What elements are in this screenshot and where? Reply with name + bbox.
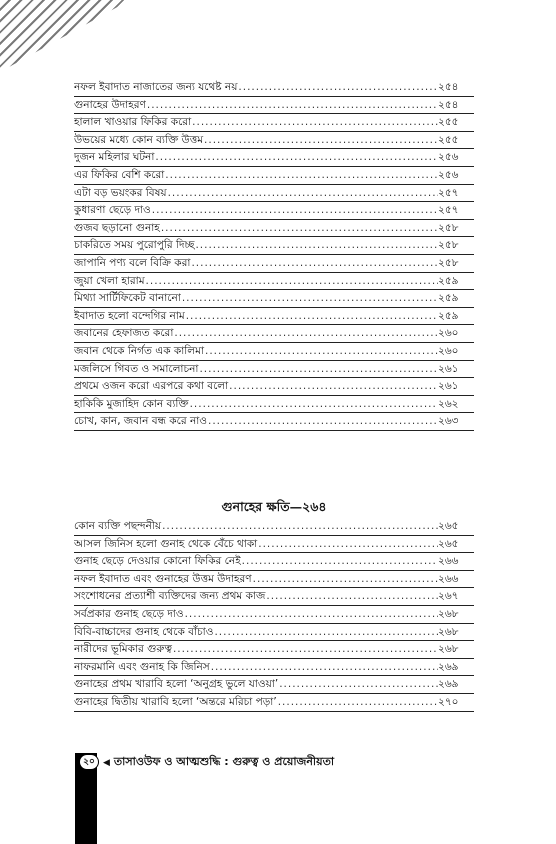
toc-entry-page: ২৬৭ [438, 590, 459, 603]
toc-entry-title: উভয়ের মধ্যে কোন ব্যক্তি উত্তম [74, 133, 204, 146]
toc-leader-dots [252, 571, 438, 588]
toc-entry-page: ২৬৮ [438, 607, 459, 620]
toc-entry [74, 413, 474, 431]
toc-leader-dots [145, 273, 438, 290]
toc-leader-dots [189, 396, 438, 413]
toc-leader-dots [203, 132, 438, 149]
toc-entry-page: ২৬০ [438, 344, 459, 357]
toc-entry [74, 308, 474, 326]
toc-entry-page: ২৬৬ [438, 572, 459, 585]
toc-entry [74, 343, 474, 361]
toc-leader-dots [210, 659, 438, 676]
toc-entry-page: ২৫৪ [438, 81, 459, 93]
toc-entry-title: এর ফিকির বেশি করো [74, 168, 165, 181]
toc-entry-title: হালাল খাওয়ার ফিকির করো [74, 116, 192, 129]
toc-entry [74, 641, 474, 659]
toc-leader-dots [172, 641, 438, 658]
toc-entry-title: সর্বপ্রকার গুনাহ ছেড়ে দাও [74, 607, 184, 620]
toc-leader-dots [154, 149, 438, 166]
toc-entry-page: ২৫৫ [438, 116, 459, 129]
toc-entry [74, 114, 474, 132]
toc-leader-dots [164, 167, 438, 184]
toc-leader-dots [265, 588, 438, 605]
toc-entry-page: ২৫৪ [438, 98, 459, 111]
toc-leader-dots [191, 114, 438, 131]
toc-entry [74, 676, 474, 694]
toc-entry-page: ২৬১ [438, 362, 459, 375]
toc-entry-page: ২৫৭ [438, 186, 459, 199]
running-title-text: তাসাওউফ ও আত্মশুদ্ধি : গুরুত্ব ও প্রয়োজনীয়তা [113, 755, 335, 768]
toc-entry-title: মিথ্যা সার্টিফিকেট বানানো [74, 292, 181, 305]
toc-entry [74, 536, 474, 554]
toc-entry [74, 79, 474, 97]
toc-leader-dots [185, 308, 438, 325]
toc-leader-dots [194, 237, 438, 254]
toc-leader-dots [161, 518, 438, 535]
toc-entry [74, 97, 474, 115]
toc-leader-dots [151, 202, 438, 219]
toc-entry-title: জুয়া খেলা হারাম [74, 274, 145, 287]
toc-leader-dots [237, 79, 438, 96]
toc-leader-dots [207, 413, 438, 430]
toc-entry [74, 220, 474, 238]
toc-entry [74, 518, 474, 536]
toc-entry-page: ২৬৬ [438, 555, 459, 568]
toc-entry-page: ২৭০ [438, 695, 459, 708]
toc-entry-title: বিবি-বাচ্চাদের গুনাহ থেকে বাঁচাও [74, 625, 214, 638]
toc-entry-title: চাকরিতে সময় পুরোপুরি দিচ্ছ [74, 239, 195, 252]
toc-entry [74, 255, 474, 273]
toc-entry-page: ২৬৩ [438, 415, 459, 428]
toc-entry [74, 273, 474, 291]
toc-entry-page: ২৬১ [438, 380, 459, 393]
toc-entry-title: এটা বড় ভয়ংকর বিষয় [74, 186, 167, 199]
toc-entry-title: সংশোধনের প্রত্যাশী ব্যক্তিদের জন্য প্রথম কাজ [74, 590, 266, 603]
toc-entry-page: ২৬০ [438, 327, 459, 340]
toc-entry-title: গুনাহের দ্বিতীয় খারাবি হলো ‘অন্তরে মরিচা পড়া’ [74, 695, 277, 708]
toc-entry-title: গুজব ছড়ানো গুনাহ [74, 221, 160, 234]
toc-entry-title: নারীদের ভূমিকার গুরুত্ব [74, 643, 172, 656]
toc-entry-page: ২৫৬ [438, 151, 459, 164]
toc-entry [74, 132, 474, 150]
toc-leader-dots [277, 694, 438, 711]
toc-entry [74, 588, 474, 606]
toc-entry-title: গুনাহের প্রথম খারাবি হলো ‘অনুগ্রহ ভুলে যাওয়া’ [74, 678, 279, 691]
toc-entry [74, 237, 474, 255]
toc-entry-title: কোন ব্যক্তি পছন্দনীয় [74, 520, 162, 532]
toc-entry [74, 571, 474, 589]
toc-entry-title: নফল ইবাদাত নাজাতের জন্য যথেষ্ট নয় [74, 81, 238, 93]
toc-leader-dots [173, 325, 438, 342]
toc-entry [74, 185, 474, 203]
toc-leader-dots [204, 343, 438, 360]
toc-entry [74, 396, 474, 414]
toc-entry-page: ২৬৯ [438, 678, 459, 691]
toc-leader-dots [190, 255, 438, 272]
toc-entry-title: নফল ইবাদাত এবং গুনাহের উত্তম উদাহরণ [74, 572, 252, 585]
toc-entry-page: ২৫৭ [438, 204, 459, 217]
toc-entry-page: ২৫৬ [438, 168, 459, 181]
toc-entry-title: হাকিকি মুজাহিদ কোন ব্যক্তি [74, 397, 189, 410]
toc-entry-page: ২৬৫ [438, 537, 459, 550]
toc-leader-dots [198, 361, 438, 378]
toc-entry-title: চোখ, কান, জবান বন্ধ করে নাও [74, 415, 207, 428]
toc-entry [74, 606, 474, 624]
toc-leader-dots [241, 553, 438, 570]
toc-entry [74, 167, 474, 185]
toc-entry [74, 694, 474, 712]
toc-entry-page: ২৬২ [438, 397, 459, 410]
toc-entry [74, 553, 474, 571]
toc-leader-dots [181, 290, 438, 307]
toc-leader-dots [278, 676, 438, 693]
toc-entry [74, 202, 474, 220]
toc-entry-title: আসল জিনিস হলো গুনাহ থেকে বেঁচে থাকা [74, 537, 258, 550]
toc-entry-title: জবানের হেফাজত করো [74, 327, 174, 340]
toc-entry-page: ২৬৮ [438, 643, 459, 656]
toc-leader-dots [213, 624, 438, 641]
toc-entry-title: নাফরমানি এবং গুনাহ কি জিনিস [74, 660, 210, 673]
toc-entry-title: মজলিসে গিবত ও সমালোচনা [74, 362, 199, 375]
running-title [103, 753, 334, 772]
toc-entry [74, 149, 474, 167]
toc-upper-list [74, 79, 474, 431]
toc-lower-list [74, 518, 474, 712]
toc-entry-page: ২৬৮ [438, 625, 459, 638]
toc-entry-page: ২৫৮ [438, 256, 459, 269]
toc-entry-page: ২৬৯ [438, 660, 459, 673]
toc-leader-dots [160, 220, 438, 237]
toc-entry [74, 325, 474, 343]
toc-entry-page: ২৫৯ [438, 309, 459, 322]
toc-entry-title: কুধারণা ছেড়ে দাও [74, 204, 151, 217]
toc-entry [74, 378, 474, 396]
toc-leader-dots [257, 536, 438, 553]
toc-leader-dots [146, 97, 438, 114]
toc-entry [74, 624, 474, 642]
toc-leader-dots [228, 378, 438, 395]
section-heading: গুনাহের ক্ষতি—২৬৪ [221, 499, 327, 514]
toc-entry [74, 659, 474, 677]
toc-entry-page: ২৫৮ [438, 221, 459, 234]
toc-entry-page: ২৫৯ [438, 292, 459, 305]
toc-entry-title: ইবাদাত হলো বন্দেগির নাম [74, 309, 185, 322]
toc-entry-page: ২৫৫ [438, 133, 459, 146]
toc-entry-page: ২৫৮ [438, 239, 459, 252]
toc-entry-title: গুনাহ ছেড়ে দেওয়ার কোনো ফিকির নেই [74, 555, 241, 568]
toc-entry-title: দুজন মহিলার ঘটনা [74, 151, 155, 164]
toc-entry [74, 290, 474, 308]
toc-entry-title: জাপানি পণ্য বলে বিক্রি করা [74, 256, 191, 269]
toc-entry-title: গুনাহের উদাহরণ [74, 98, 146, 111]
toc-leader-dots [167, 185, 438, 202]
toc-entry-title: প্রথমে ওজন করো এরপরে কথা বলো [74, 380, 229, 393]
toc-entry-page: ২৬৫ [438, 520, 459, 532]
toc-leader-dots [184, 606, 438, 623]
page-number: ২০ [79, 754, 99, 770]
decorative-hatch [0, 0, 130, 72]
triangle-left-icon: ◀ [103, 758, 110, 768]
toc-entry-page: ২৫৯ [438, 274, 459, 287]
toc-entry [74, 361, 474, 379]
toc-entry-title: জবান থেকে নির্গত এক কালিমা [74, 344, 204, 357]
